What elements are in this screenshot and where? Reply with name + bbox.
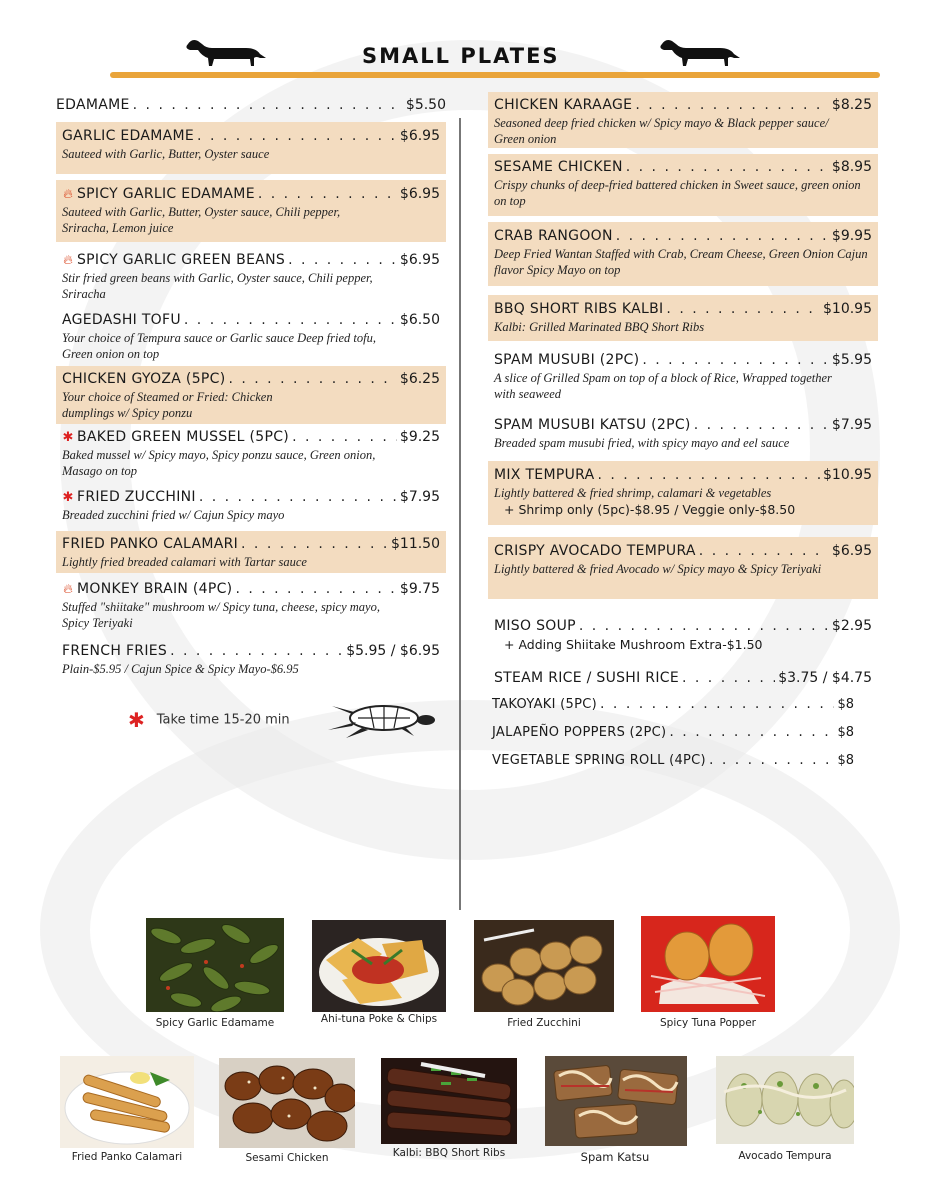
photo-caption: Kalbi: BBQ Short Ribs	[392, 1147, 506, 1159]
menu-item: ✱ FRIED ZUCCHINI . . . $7.95 Breaded zucchini fried w/ Cajun Spicy mayo	[56, 488, 446, 523]
menu-item: 🔥︎ SPICY GARLIC GREEN BEANS . . . $6.95 Stir fried green beans with Garlic, Oyster sauce, Chili pepper, Sriracha	[56, 251, 446, 302]
food-photo-sesame-chicken	[219, 1058, 355, 1148]
menu-item: FRENCH FRIES . . . $5.95 / $6.95 Plain-$5.95 / Cajun Spice & Spicy Mayo-$6.95	[56, 642, 446, 677]
food-photo-panko-calamari	[60, 1056, 194, 1148]
menu-item: MIX TEMPURA . . . $10.95 Lightly battered & fried shrimp, calamari & vegetables + Shrimp only (5pc)-$8.95 / Veggie only-$8.50	[488, 461, 878, 525]
photo-caption: Spicy Garlic Edamame	[155, 1017, 275, 1029]
menu-item: JALAPEÑO POPPERS (2PC) . . . $8	[488, 723, 858, 742]
menu-item: GARLIC EDAMAME . . . $6.95 Sauteed with Garlic, Butter, Oyster sauce	[56, 122, 446, 174]
flame-icon: 🔥︎	[63, 582, 73, 597]
photo-caption: Ahi-tuna Poke & Chips	[320, 1013, 438, 1025]
menu-item: SESAME CHICKEN . . . $8.95 Crispy chunks of deep-fried battered chicken in Sweet sauce, green onion on top	[488, 154, 878, 216]
turtle-icon	[322, 700, 438, 740]
menu-item: STEAM RICE / SUSHI RICE . . . $3.75 / $4.75	[488, 669, 878, 688]
photo-caption: Spam Katsu	[580, 1150, 650, 1164]
menu-item: CHICKEN KARAAGE . . . $8.25 Seasoned deep fried chicken w/ Spicy mayo & Black pepper sauce/ Green onion	[488, 92, 878, 148]
cook-time-note: ✱ Take time 15-20 min	[128, 708, 290, 732]
menu-item: SPAM MUSUBI (2PC) . . . $5.95 A slice of Grilled Spam on top of a block of Rice, Wrapped together with seaweed	[488, 351, 878, 402]
dachshund-left-icon	[182, 36, 268, 72]
star-icon: ✱	[62, 490, 74, 505]
food-photo-fried-zucchini	[474, 920, 614, 1012]
food-photo-kalbi-short-ribs	[381, 1058, 517, 1144]
dachshund-right-icon	[656, 36, 742, 72]
page-title: SMALL PLATES	[362, 44, 560, 68]
column-divider	[459, 118, 461, 910]
menu-item: AGEDASHI TOFU . . . $6.50 Your choice of Tempura sauce or Garlic sauce Deep fried tofu, Green onion on top	[56, 311, 446, 362]
menu-item: ✱ BAKED GREEN MUSSEL (5PC) . . . $9.25 Baked mussel w/ Spicy mayo, Spicy ponzu sauce, Green onion, Masago on top	[56, 428, 446, 479]
menu-item: 🔥︎ MONKEY BRAIN (4PC) . . . $9.75 Stuffed "shiitake" mushroom w/ Spicy tuna, cheese, spicy mayo, Spicy Teriyaki	[56, 580, 446, 631]
flame-icon: 🔥︎	[63, 187, 73, 202]
photo-caption: Fried Zucchini	[507, 1017, 581, 1029]
star-icon: ✱	[62, 430, 74, 445]
food-photo-ahi-tuna-poke	[312, 920, 446, 1012]
menu-item: TAKOYAKI (5PC) . . . $8	[488, 695, 858, 714]
flame-icon: 🔥︎	[63, 253, 73, 268]
header	[0, 0, 927, 90]
menu-item: CRISPY AVOCADO TEMPURA . . . $6.95 Lightly battered & fried Avocado w/ Spicy mayo & Spicy Teriyaki	[488, 537, 878, 599]
menu-item: 🔥︎ SPICY GARLIC EDAMAME . . . $6.95 Sauteed with Garlic, Butter, Oyster sauce, Chili pepper, Sriracha, Lemon juice	[56, 180, 446, 242]
menu-item: CHICKEN GYOZA (5PC) . . . $6.25 Your choice of Steamed or Fried: Chicken dumplings w/ Spicy ponzu	[56, 366, 446, 424]
menu-item: CRAB RANGOON . . . $9.95 Deep Fried Wantan Staffed with Crab, Cream Cheese, Green Onion Cajun flavor Spicy Mayo on top	[488, 222, 878, 286]
menu-item: VEGETABLE SPRING ROLL (4PC) . . . $8	[488, 751, 858, 770]
menu-item: FRIED PANKO CALAMARI . . . $11.50 Lightly fried breaded calamari with Tartar sauce	[56, 531, 446, 573]
food-photo-spicy-tuna-popper	[641, 916, 775, 1012]
menu-item: SPAM MUSUBI KATSU (2PC) . . . $7.95 Breaded spam musubi fried, with spicy mayo and eel sauce	[488, 416, 878, 451]
title-underline	[110, 72, 880, 78]
menu-item: EDAMAME . . . $5.50	[56, 96, 446, 115]
photo-caption: Fried Panko Calamari	[71, 1151, 183, 1163]
menu-item: MISO SOUP . . . $2.95 + Adding Shiitake Mushroom Extra-$1.50	[488, 617, 878, 653]
menu-item: BBQ SHORT RIBS KALBI . . . $10.95 Kalbi: Grilled Marinated BBQ Short Ribs	[488, 295, 878, 341]
star-icon: ✱	[128, 708, 145, 732]
food-photo-spam-katsu	[545, 1056, 687, 1146]
photo-caption: Sesami Chicken	[245, 1152, 329, 1164]
food-photo-spicy-garlic-edamame	[146, 918, 284, 1012]
photo-caption: Spicy Tuna Popper	[660, 1017, 756, 1029]
photo-caption: Avocado Tempura	[738, 1150, 832, 1162]
food-photo-avocado-tempura	[716, 1056, 854, 1144]
